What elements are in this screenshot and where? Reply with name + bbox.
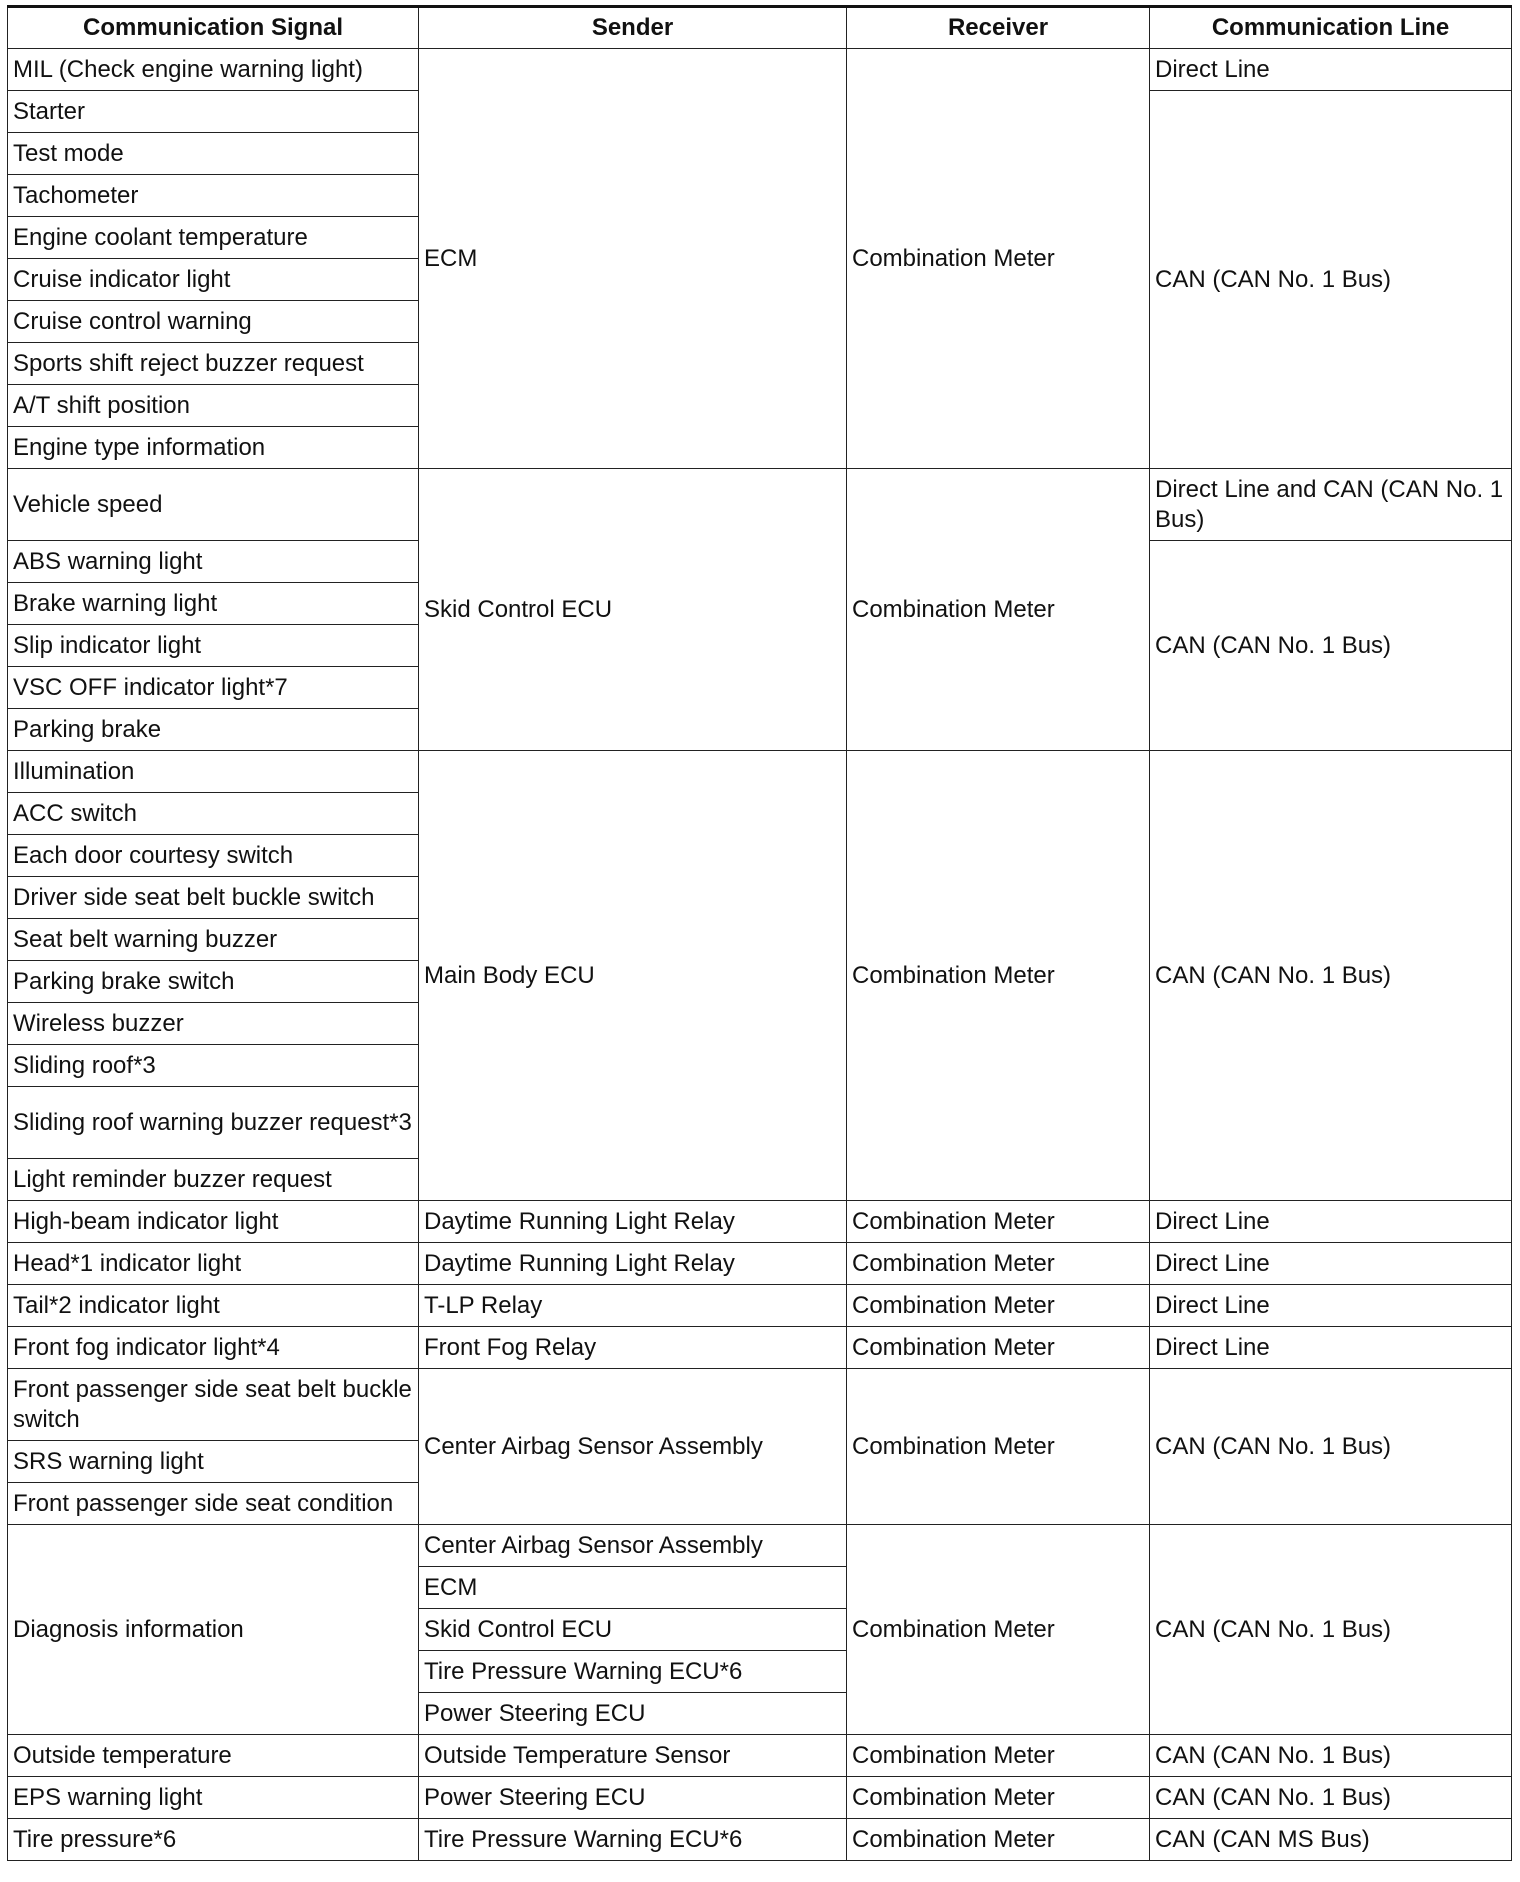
line-cell: CAN (CAN No. 1 Bus) (1150, 1369, 1512, 1525)
table-row (8, 1525, 1512, 1567)
line-cell: Direct Line (1150, 1285, 1512, 1327)
signal-cell: VSC OFF indicator light*7 (8, 667, 419, 709)
signal-cell: Sliding roof warning buzzer request*3 (8, 1087, 419, 1159)
line-cell: CAN (CAN No. 1 Bus) (1150, 1777, 1512, 1819)
signal-cell: Diagnosis information (8, 1525, 419, 1735)
signal-cell: Tachometer (8, 175, 419, 217)
signal-cell: Engine type information (8, 427, 419, 469)
sender-cell: Front Fog Relay (419, 1327, 847, 1369)
line-cell: Direct Line (1150, 49, 1512, 91)
sender-cell: Skid Control ECU (419, 469, 847, 751)
receiver-cell: Combination Meter (847, 1243, 1150, 1285)
line-cell: CAN (CAN No. 1 Bus) (1150, 1525, 1512, 1735)
signal-cell: Parking brake switch (8, 961, 419, 1003)
signal-cell: Test mode (8, 133, 419, 175)
receiver-cell: Combination Meter (847, 469, 1150, 751)
signal-cell: Front fog indicator light*4 (8, 1327, 419, 1369)
sender-cell: Daytime Running Light Relay (419, 1201, 847, 1243)
signal-cell: Seat belt warning buzzer (8, 919, 419, 961)
signal-cell: Illumination (8, 751, 419, 793)
receiver-cell: Combination Meter (847, 49, 1150, 469)
receiver-cell: Combination Meter (847, 1201, 1150, 1243)
signal-cell: Sports shift reject buzzer request (8, 343, 419, 385)
signal-cell: Cruise control warning (8, 301, 419, 343)
receiver-cell: Combination Meter (847, 1735, 1150, 1777)
receiver-cell: Combination Meter (847, 1819, 1150, 1861)
line-cell: CAN (CAN No. 1 Bus) (1150, 91, 1512, 469)
signal-cell: SRS warning light (8, 1441, 419, 1483)
table-row (8, 1201, 1512, 1243)
receiver-cell: Combination Meter (847, 751, 1150, 1201)
table-row (8, 1285, 1512, 1327)
table-row (8, 1777, 1512, 1819)
sender-cell: Center Airbag Sensor Assembly (419, 1369, 847, 1525)
signal-cell: MIL (Check engine warning light) (8, 49, 419, 91)
sender-cell: ECM (419, 1567, 847, 1609)
table-row (8, 751, 1512, 793)
signal-cell: Wireless buzzer (8, 1003, 419, 1045)
sender-cell: Center Airbag Sensor Assembly (419, 1525, 847, 1567)
header-communication-line: Communication Line (1150, 7, 1512, 49)
signal-cell: Light reminder buzzer request (8, 1159, 419, 1201)
line-cell: CAN (CAN No. 1 Bus) (1150, 1735, 1512, 1777)
sender-cell: Outside Temperature Sensor (419, 1735, 847, 1777)
line-cell: Direct Line (1150, 1327, 1512, 1369)
table-row (8, 1327, 1512, 1369)
sender-cell: T-LP Relay (419, 1285, 847, 1327)
signal-cell: Front passenger side seat condition (8, 1483, 419, 1525)
signal-cell: Starter (8, 91, 419, 133)
signal-cell: ABS warning light (8, 541, 419, 583)
signal-cell: Driver side seat belt buckle switch (8, 877, 419, 919)
signal-cell: Engine coolant temperature (8, 217, 419, 259)
sender-cell: Power Steering ECU (419, 1777, 847, 1819)
receiver-cell: Combination Meter (847, 1285, 1150, 1327)
signal-cell: Cruise indicator light (8, 259, 419, 301)
receiver-cell: Combination Meter (847, 1327, 1150, 1369)
signal-cell: Front passenger side seat belt buckle switch (8, 1369, 419, 1441)
sender-cell: Tire Pressure Warning ECU*6 (419, 1651, 847, 1693)
signal-cell: Head*1 indicator light (8, 1243, 419, 1285)
header-communication-signal: Communication Signal (8, 7, 419, 49)
table-row (8, 1243, 1512, 1285)
signal-cell: Each door courtesy switch (8, 835, 419, 877)
line-cell: CAN (CAN No. 1 Bus) (1150, 751, 1512, 1201)
receiver-cell: Combination Meter (847, 1525, 1150, 1735)
signal-cell: ACC switch (8, 793, 419, 835)
signal-cell: Tail*2 indicator light (8, 1285, 419, 1327)
sender-cell: Power Steering ECU (419, 1693, 847, 1735)
signal-cell: Outside temperature (8, 1735, 419, 1777)
table-row (8, 1369, 1512, 1441)
table-row (8, 1819, 1512, 1861)
signal-cell: Parking brake (8, 709, 419, 751)
receiver-cell: Combination Meter (847, 1777, 1150, 1819)
communication-table (7, 5, 1512, 1861)
table-row (8, 469, 1512, 541)
sender-cell: ECM (419, 49, 847, 469)
signal-cell: A/T shift position (8, 385, 419, 427)
table-row (8, 49, 1512, 91)
signal-cell: Tire pressure*6 (8, 1819, 419, 1861)
signal-cell: Sliding roof*3 (8, 1045, 419, 1087)
header-sender: Sender (419, 7, 847, 49)
sender-cell: Tire Pressure Warning ECU*6 (419, 1819, 847, 1861)
sender-cell: Main Body ECU (419, 751, 847, 1201)
signal-cell: Slip indicator light (8, 625, 419, 667)
signal-cell: EPS warning light (8, 1777, 419, 1819)
table-wrapper (7, 5, 1512, 1861)
line-cell: CAN (CAN MS Bus) (1150, 1819, 1512, 1861)
line-cell: Direct Line (1150, 1243, 1512, 1285)
sender-cell: Skid Control ECU (419, 1609, 847, 1651)
line-cell: CAN (CAN No. 1 Bus) (1150, 541, 1512, 751)
line-cell: Direct Line and CAN (CAN No. 1 Bus) (1150, 469, 1512, 541)
sender-cell: Daytime Running Light Relay (419, 1243, 847, 1285)
header-receiver: Receiver (847, 7, 1150, 49)
line-cell: Direct Line (1150, 1201, 1512, 1243)
receiver-cell: Combination Meter (847, 1369, 1150, 1525)
signal-cell: High-beam indicator light (8, 1201, 419, 1243)
signal-cell: Vehicle speed (8, 469, 419, 541)
table-row (8, 1735, 1512, 1777)
signal-cell: Brake warning light (8, 583, 419, 625)
